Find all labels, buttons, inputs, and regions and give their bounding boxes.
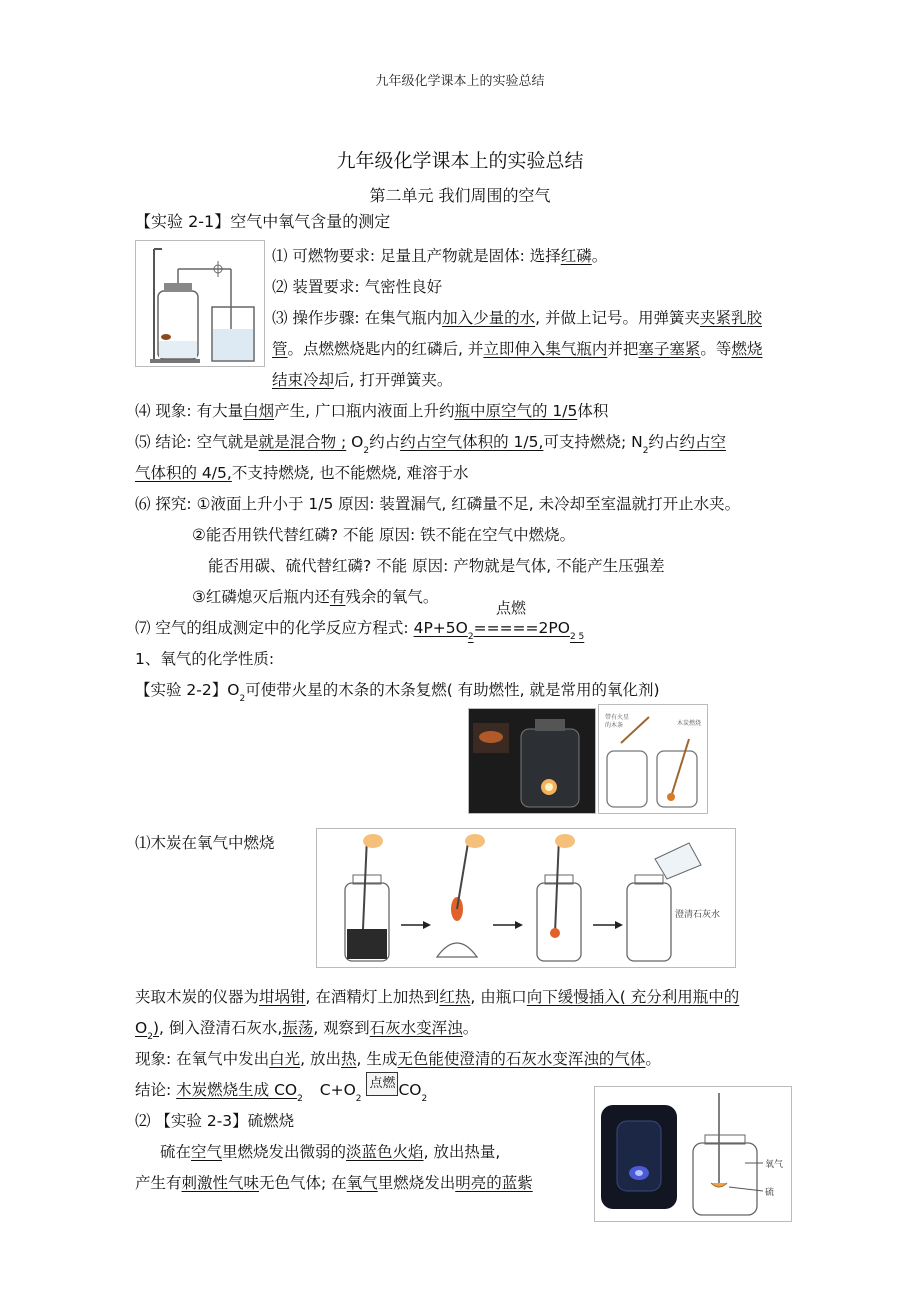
unit-title: 第二单元 我们周围的空气 (369, 186, 551, 205)
sulfur-p1: 硫在空气里燃烧发出微弱的淡蓝色火焰, 放出热量, (160, 1143, 501, 1161)
exp21-inquiry-3: ③红磷熄灭后瓶内还有残余的氧气。 (192, 588, 439, 606)
exp21-equation: ⑺ 空气的组成测定中的化学反应方程式: $4P+5O_2=====2PO_{2 5}$ (135, 619, 585, 642)
charcoal-p2: $O_2$), 倒入澄清石灰水,振荡, 观察到石灰水变浑浊。 (135, 1019, 479, 1042)
reaction-condition: 点燃 (496, 599, 527, 617)
exp21-conclusion-cont: 气体积的 4/5,不支持燃烧, 也不能燃烧, 难溶于水 (135, 464, 469, 482)
exp21-phenomenon: ⑷ 现象: 有大量白烟产生, 广口瓶内液面上升约瓶中原空气的 1/5体积 (135, 402, 609, 420)
exp21-inquiry-2b: 能否用碳、硫代替红磷? 不能 原因: 产物就是气体, 不能产生压强差 (208, 557, 665, 575)
exp22-photo (468, 708, 596, 814)
exp21-line5: 结束冷却后, 打开弹簧夹。 (272, 371, 453, 389)
exp21-line1: ⑴ 可燃物要求: 足量且产物就是固体: 选择红磷。 (272, 247, 608, 265)
charcoal-p1: 夹取木炭的仪器为坩埚钳, 在酒精灯上加热到红热, 由瓶口向下缓慢插入( 充分利用瓶中的 (135, 988, 740, 1006)
limewater-label: 澄清石灰水 (675, 910, 721, 920)
sulfur-label-oxygen: 氧气 (765, 1160, 784, 1170)
sulfur-heading: ⑵ 【实验 2-3】硫燃烧 (135, 1112, 295, 1130)
exp21-inquiry-2: ②能否用铁代替红磷? 不能 原因: 铁不能在空气中燃烧。 (192, 526, 576, 544)
charcoal-phenomenon: 现象: 在氧气中发出白光, 放出热, 生成无色能使澄清的石灰水变浑浊的气体。 (135, 1050, 661, 1068)
sulfur-label-sulfur: 硫 (765, 1188, 775, 1198)
exp22-diagram (598, 704, 708, 814)
running-header: 九年级化学课本上的实验总结 (375, 74, 545, 89)
exp21-line2: ⑵ 装置要求: 气密性良好 (272, 278, 443, 296)
exp21-conclusion: ⑸ 结论: 空气就是就是混合物 ; $O_2$约占约占空气体积的 1/5,可支持燃烧; $N_2$约占约占空 (135, 433, 726, 456)
charcoal-procedure-figure (316, 828, 736, 968)
sulfur-figure (594, 1086, 792, 1222)
oxygen-heading: 1、氧气的化学性质: (135, 650, 275, 668)
ignite-condition-box: 点燃 (366, 1072, 398, 1096)
exp21-heading: 【实验 2-1】空气中氧气含量的测定 (135, 212, 391, 231)
sulfur-p2: 产生有刺激性气味无色气体; 在氧气里燃烧发出明亮的蓝紫 (135, 1174, 533, 1192)
exp21-inquiry-1: ⑹ 探究: ①液面上升小于 1/5 原因: 装置漏气, 红磷量不足, 未冷却至室温就打开止水夹。 (135, 495, 741, 513)
exp22-label-1: 带有火星 (605, 714, 630, 721)
exp21-line3: ⑶ 操作步骤: 在集气瓶内加入少量的水, 并做上记号。用弹簧夹夹紧乳胶 (272, 309, 762, 327)
charcoal-conclusion: 结论: 木炭燃烧生成 $CO_2$ $C+O_2$ 点燃 $CO_2$ (135, 1079, 427, 1104)
exp21-line4: 管。点燃燃烧匙内的红磷后, 并立即伸入集气瓶内并把塞子塞紧。等燃烧 (272, 340, 763, 358)
charcoal-heading: ⑴木炭在氧气中燃烧 (135, 834, 275, 852)
page-title: 九年级化学课本上的实验总结 (336, 150, 584, 172)
exp22-label-2: 的木条 (605, 722, 624, 729)
exp22-line: 【实验 2-2】$O_2$可使带火星的木条的木条复燃( 有助燃性, 就是常用的氧化剂) (135, 681, 660, 704)
exp21-apparatus-figure (135, 240, 265, 367)
answer-red-phosphorus: 红磷 (560, 247, 592, 265)
exp22-label-3: 木炭燃烧 (677, 720, 702, 727)
